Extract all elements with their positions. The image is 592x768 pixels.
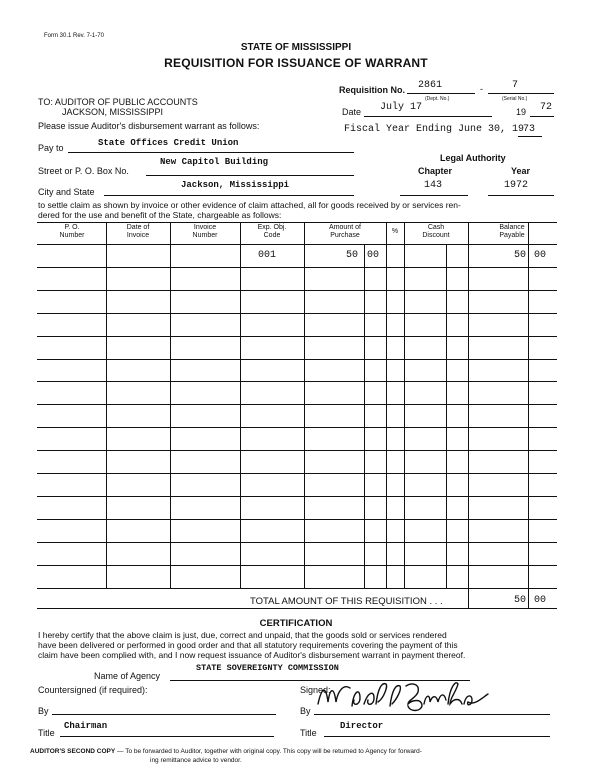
date-label: Date — [342, 107, 362, 117]
table-row-line — [37, 565, 557, 566]
chapter-value: 143 — [424, 180, 443, 191]
requisition-serial-no: 7 — [512, 80, 519, 91]
header-date-of-invoice: Date of Invoice — [126, 224, 150, 239]
table-row-line — [37, 336, 557, 337]
instruction-text: Please issue Auditor's disbursement warrant as follows: — [38, 121, 260, 131]
table-row-line — [37, 496, 557, 497]
certification-line-2: have been delivered or performed in good order and that all statutory requirements covering the payment of this — [38, 640, 458, 650]
footer-copy-label: AUDITOR'S SECOND COPY — [30, 748, 116, 755]
street-label: Street or P. O. Box No. — [38, 166, 129, 176]
by-left-label: By — [38, 706, 49, 716]
title-left-label: Title — [38, 728, 55, 738]
header-amount-of-purchase: Amount of Purchase — [329, 224, 361, 239]
table-column-line — [404, 222, 405, 588]
total-box-line — [528, 588, 529, 608]
table-row-line — [37, 542, 557, 543]
table-row-line — [37, 588, 557, 589]
header-balance-payable: Balance Payable — [499, 224, 525, 239]
row-1-balance-cents: 00 — [534, 250, 547, 261]
date-value: July 17 — [380, 102, 423, 113]
table-row-line — [37, 473, 557, 474]
header-percent: % — [391, 228, 399, 235]
header-po-number: P. O. Number — [59, 224, 85, 239]
footer-line-2: ing remittance advice to vendor. — [150, 757, 242, 764]
city-label: City and State — [38, 187, 95, 197]
row-1-amount-dollars: 50 — [346, 250, 359, 261]
agency-label: Name of Agency — [94, 671, 161, 681]
total-dollars: 50 — [514, 595, 527, 606]
chapter-label: Chapter — [418, 166, 453, 176]
table-row-line — [37, 313, 557, 314]
signed-label: Signed: — [300, 685, 331, 695]
row-1-code: 001 — [258, 250, 277, 261]
table-row-line — [37, 427, 557, 428]
by-right-label: By — [300, 706, 311, 716]
serial-no-caption: (Serial No.) — [502, 96, 528, 102]
pay-to-label: Pay to — [38, 143, 64, 153]
date-year-prefix: 19 — [516, 107, 527, 117]
table-column-line — [528, 222, 529, 588]
row-1-amount-cents: 00 — [367, 250, 380, 261]
certification-line-3: claim have been complied with, and I now request issuance of Auditor's disbursement warrant in payment thereof. — [38, 650, 466, 660]
fiscal-year-label: Fiscal Year Ending June 30, 19 — [344, 124, 525, 135]
table-row-line — [37, 450, 557, 451]
table-row-line — [37, 267, 557, 268]
city-value: Jackson, Mississippi — [181, 180, 290, 190]
table-column-line — [386, 222, 387, 588]
requisition-label: Requisition No. — [339, 85, 405, 95]
requisition-dept-no: 2861 — [418, 80, 443, 91]
table-header-divider — [37, 244, 557, 245]
title-right-label: Title — [300, 728, 317, 738]
table-row-line — [37, 290, 557, 291]
to-line-1: TO: AUDITOR OF PUBLIC ACCOUNTS — [38, 97, 198, 107]
table-cents-line — [364, 244, 365, 588]
table-column-line — [106, 222, 107, 588]
form-id: Form 30.1 Rev. 7-1-70 — [44, 33, 104, 39]
dept-no-caption: (Dept. No.) — [425, 96, 450, 102]
title-right-value: Director — [340, 721, 384, 731]
table-row-line — [37, 404, 557, 405]
certification-title: CERTIFICATION — [259, 618, 333, 629]
table-row-line — [37, 381, 557, 382]
to-line-2: JACKSON, MISSISSIPPI — [62, 107, 164, 117]
table-row-line — [37, 359, 557, 360]
total-label: TOTAL AMOUNT OF THIS REQUISITION . . . — [250, 596, 443, 607]
header-invoice-number: Invoice Number — [192, 224, 218, 239]
form-title: REQUISITION FOR ISSUANCE OF WARRANT — [164, 56, 428, 70]
certification-line-1: I hereby certify that the above claim is just, due, correct and unpaid, that the goods sold or services rendered — [38, 630, 447, 640]
fiscal-year-value: 73 — [523, 124, 536, 135]
claim-text-line-1: to settle claim as shown by invoice or other evidence of claim attached, all for goods received by or services ren- — [38, 200, 461, 210]
footer-text-1: — To be forwarded to Auditor, together with original copy. This copy will be returned to Agency for forward- — [115, 748, 422, 755]
signature-image — [316, 676, 492, 716]
total-bottom-line — [37, 608, 557, 609]
year-value: 1972 — [504, 180, 529, 191]
total-cents: 00 — [534, 595, 547, 606]
date-year: 72 — [540, 102, 553, 113]
table-column-line — [240, 222, 241, 588]
state-title: STATE OF MISSISSIPPI — [240, 42, 352, 53]
year-label: Year — [511, 166, 531, 176]
requisition-dash: - — [480, 84, 483, 94]
countersigned-label: Countersigned (if required): — [38, 685, 148, 695]
total-box-line — [468, 588, 469, 608]
table-row-line — [37, 519, 557, 520]
footer-line-1 — [30, 748, 422, 755]
pay-to-value: State Offices Credit Union — [98, 138, 239, 148]
legal-authority-title: Legal Authority — [440, 153, 506, 163]
row-1-balance-dollars: 50 — [514, 250, 527, 261]
street-value: New Capitol Building — [160, 157, 269, 167]
header-exp-obj-code: Exp. Obj. Code — [257, 224, 287, 239]
table-column-line — [304, 222, 305, 588]
claim-text-line-2: dered for the use and benefit of the State, chargeable as follows: — [38, 210, 282, 220]
table-cents-line — [446, 244, 447, 588]
table-column-line — [468, 222, 469, 588]
table-column-line — [170, 222, 171, 588]
agency-value: STATE SOVEREIGNTY COMMISSION — [196, 663, 339, 673]
title-left-value: Chairman — [64, 721, 108, 731]
header-cash-discount: Cash Discount — [422, 224, 450, 239]
